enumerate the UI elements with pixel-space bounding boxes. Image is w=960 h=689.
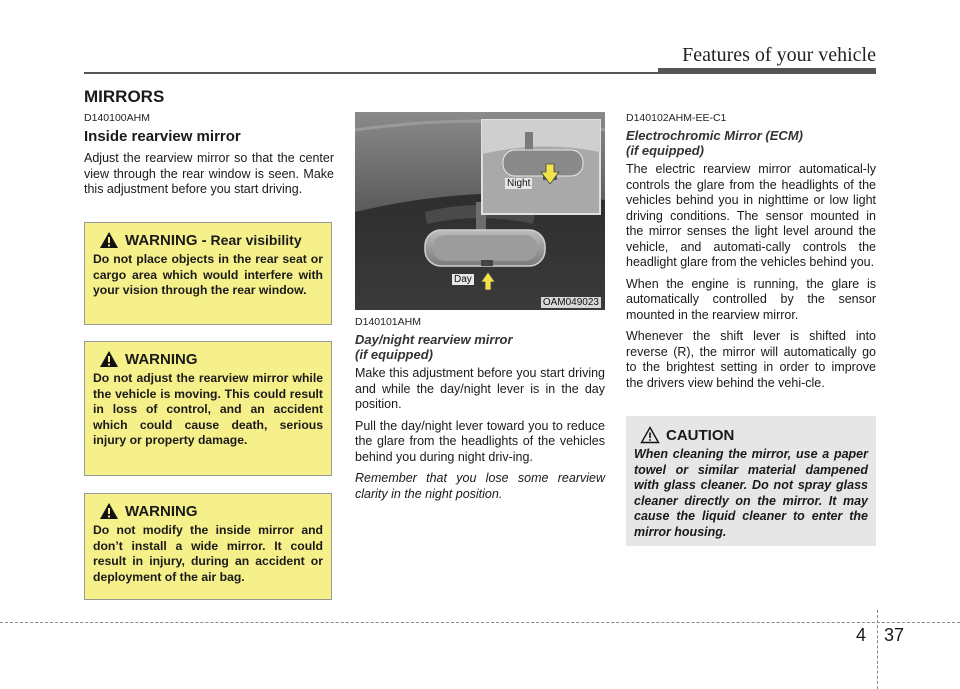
warning-triangle-icon xyxy=(99,502,119,520)
ecm-p1: The electric rearview mirror automatical-ly controls the glare from the headlights of the vehicles behind you in nighttime or low light driving conditions. The sensor mounted in the mirror senses the light level around the vehicle, and automati-cally controls the headlight glare from the vehicles behind you. xyxy=(626,162,876,269)
photo-code: OAM049023 xyxy=(542,297,599,308)
warning-body: Do not adjust the rearview mirror while the vehicle is moving. This could result in loss of control, and an accident which could cause death, serious injury or property damage. xyxy=(93,371,323,447)
ecm-heading: Electrochromic Mirror (ECM) (if equipped) xyxy=(626,128,803,158)
section-title: MIRRORS xyxy=(84,87,165,106)
caution-title: CAUTION xyxy=(666,426,735,444)
header-rule-thick xyxy=(658,68,876,74)
warning-triangle-icon xyxy=(99,231,119,249)
section-code: D140101AHM xyxy=(355,316,421,328)
day-night-p3: Remember that you lose some rearview clarity in the night position. xyxy=(355,471,605,501)
rearview-mirror-photo xyxy=(355,112,605,310)
warning-title: WARNING xyxy=(125,502,198,520)
warning-box-adjust xyxy=(84,341,332,476)
caution-body: When cleaning the mirror, use a paper towel or similar material dampened with glass cleaner. Do not spray glass cleaner directly on the mirror. It may cause the liquid cleaner to enter the mirror housing. xyxy=(634,447,868,539)
day-label: Day xyxy=(454,274,472,285)
day-night-heading: Day/night rearview mirror (if equipped) xyxy=(355,332,513,362)
inside-mirror-heading: Inside rearview mirror xyxy=(84,128,241,145)
warning-title: WARNING xyxy=(125,350,198,368)
column-inside-mirror xyxy=(84,112,334,204)
day-night-p1: Make this adjustment before you start driving and while the day/night lever is in the day position. xyxy=(355,366,605,411)
warning-box-modify xyxy=(84,493,332,600)
warning-body: Do not modify the inside mirror and don’t install a wide mirror. It could result in injury, during an accident or deployment of the air bag. xyxy=(93,523,323,584)
column-day-night xyxy=(355,316,605,508)
section-code: D140100AHM xyxy=(84,112,150,124)
mirror-illustration xyxy=(355,112,605,310)
page-number: 37 xyxy=(884,625,905,645)
warning-body: Do not place objects in the rear seat or cargo area which would interfere with your vision through the rear window. xyxy=(93,252,323,297)
footer-rule xyxy=(0,622,960,623)
day-night-p2: Pull the day/night lever toward you to reduce the glare from the headlights of the vehicles behind you during night driv-ing. xyxy=(355,418,605,464)
column-ecm xyxy=(626,112,876,397)
chapter-number: 4 xyxy=(856,625,867,645)
ecm-p2: When the engine is running, the glare is automatically controlled by the sensor mounted in the rearview mirror. xyxy=(626,276,876,322)
caution-box xyxy=(626,416,876,546)
inside-mirror-body: Adjust the rearview mirror so that the center view through the rear window is seen. Make this adjustment before you start driving. xyxy=(84,151,334,196)
warning-box-rear-visibility xyxy=(84,222,332,325)
warning-triangle-icon xyxy=(99,350,119,368)
header-title: Features of your vehicle xyxy=(682,44,876,66)
ecm-p3: Whenever the shift lever is shifted into reverse (R), the mirror will automatically go to the brightest setting in order to improve the drivers view behind the vehi-cle. xyxy=(626,329,876,390)
night-label: Night xyxy=(507,178,531,189)
warning-title: WARNING - Rear visibility xyxy=(125,231,302,249)
section-code: D140102AHM-EE-C1 xyxy=(626,112,727,124)
caution-triangle-icon xyxy=(640,426,660,444)
footer-divider xyxy=(877,610,878,689)
